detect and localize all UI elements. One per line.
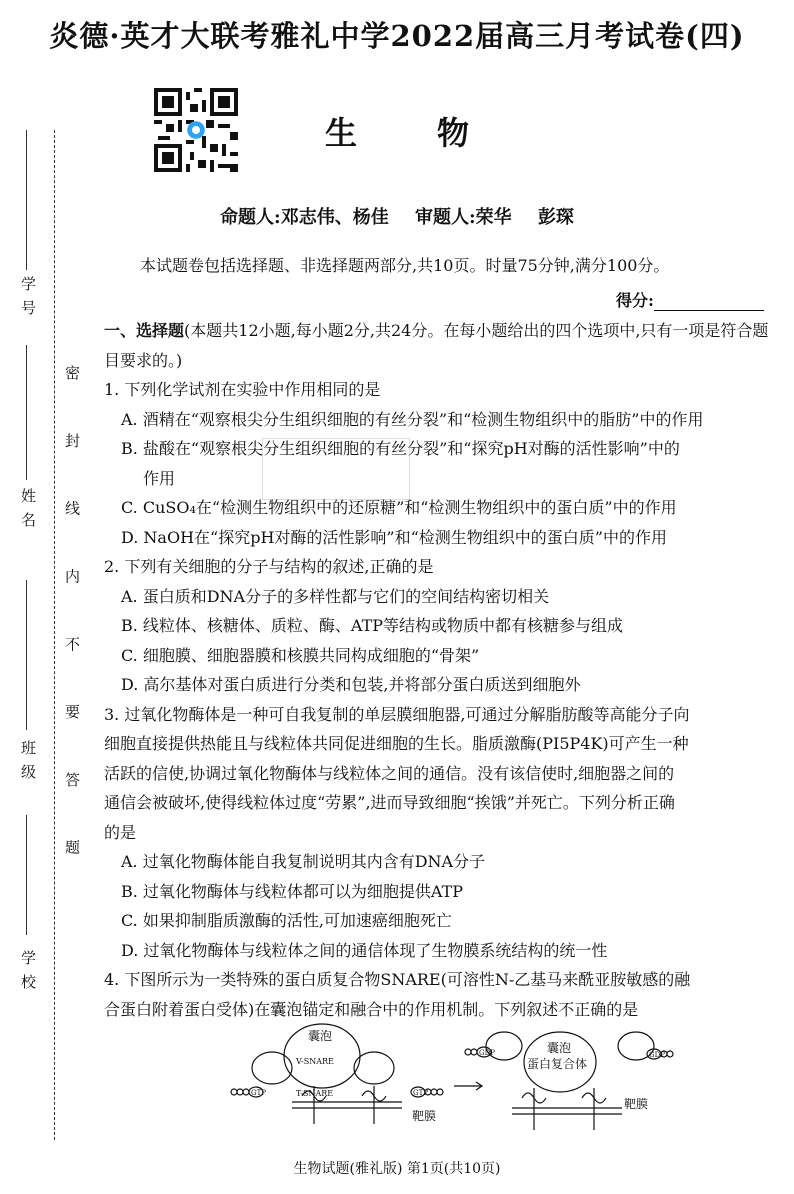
gdp-label-left: GDP — [479, 1049, 495, 1057]
id-label: 学 号 — [19, 276, 37, 317]
question-1-option-c: C. CuSO₄在“检测生物组织中的还原糖”和“检测生物组织中的蛋白质”中的作用 — [121, 498, 677, 517]
t-snare-label: T-SNARE — [296, 1089, 334, 1098]
score-blank[interactable] — [654, 294, 764, 311]
question-2-option-b: B. 线粒体、核糖体、质粒、酶、ATP等结构或物质中都有核糖参与组成 — [121, 616, 624, 635]
question-3-option-d: D. 过氧化物酶体与线粒体之间的通信体现了生物膜系统结构的统一性 — [121, 940, 608, 960]
class-blank — [26, 580, 27, 730]
name-label: 姓 名 — [19, 488, 37, 529]
gdp-label-right: GDP — [649, 1051, 665, 1059]
exam-instructions: 本试题卷包括选择题、非选择题两部分,共10页。时量75分钟,满分100分。 — [140, 256, 670, 275]
binding-dashed-line — [54, 130, 56, 1140]
vesicle-label: 囊泡 — [308, 1029, 333, 1043]
question-1-option-b-cont: 作用 — [143, 468, 176, 488]
complex-label-line-1: 囊泡 — [547, 1041, 572, 1055]
seal-notice: 密 封 线 内 不 要 答 题 — [63, 365, 81, 879]
reviewer-name-2: 彭琛 — [537, 207, 574, 228]
setter-names: 命题人:邓志伟、杨佳 — [220, 207, 389, 228]
question-3-option-b: B. 过氧化物酶体与线粒体都可以为细胞提供ATP — [121, 881, 464, 901]
section-title: 一、选择题 — [104, 321, 185, 340]
question-3-option-c: C. 如果抑制脂质激酶的活性,可加速癌细胞死亡 — [121, 911, 452, 930]
school-blank — [26, 815, 27, 935]
reviewer-name-1: 审题人:荣华 — [415, 207, 512, 228]
question-4-stem-line-2: 合蛋白附着蛋白受体)在囊泡锚定和融合中的作用机制。下列叙述不正确的是 — [104, 999, 639, 1019]
section-heading — [104, 316, 780, 375]
v-snare-label: V-SNARE — [296, 1057, 334, 1066]
question-2-stem: 2. 下列有关细胞的分子与结构的叙述,正确的是 — [104, 557, 434, 576]
right-protein-blob — [354, 1052, 394, 1084]
snare-mechanism-diagram — [222, 1016, 678, 1140]
school-label: 学 校 — [19, 950, 37, 991]
class-label: 班 级 — [19, 740, 37, 781]
question-3-stem-line-1: 3. 过氧化物酶体是一种可自我复制的单层膜细胞器,可通过分解脂肪酸等高能分子向 — [104, 704, 690, 724]
target-membrane-label-2: 靶膜 — [624, 1097, 649, 1111]
question-3-stem-line-4: 通信会被破坏,使得线粒体过度“劳累”,进而导致细胞“挨饿”并死亡。下列分析正确 — [104, 793, 675, 812]
complex-label-line-2: 蛋白复合体 — [527, 1057, 588, 1071]
gtp-label-left: GTP — [251, 1089, 266, 1097]
question-4-stem-line-1: 4. 下图所示为一类特殊的蛋白质复合物SNARE(可溶性N-乙基马来酰亚胺敏感的融 — [104, 970, 691, 989]
score-label: 得分: — [616, 291, 654, 310]
question-1-option-b: B. 盐酸在“观察根尖分生组织细胞的有丝分裂”和“探究pH对酶的活性影响”中的 — [121, 439, 680, 458]
page-footer: 生物试题(雅礼版) 第1页(共10页) — [293, 1161, 501, 1177]
name-blank — [26, 345, 27, 480]
question-2-option-a: A. 蛋白质和DNA分子的多样性都与它们的空间结构密切相关 — [121, 586, 550, 606]
exam-title: 炎德·英才大联考雅礼中学2022届高三月考试卷(四) — [49, 19, 745, 53]
question-1-option-a: A. 酒精在“观察根尖分生组织细胞的有丝分裂”和“检测生物组织中的脂肪”中的作用 — [121, 409, 704, 429]
question-area — [104, 316, 780, 1024]
question-3-stem-line-5: 的是 — [104, 822, 137, 842]
question-1-stem: 1. 下列化学试剂在实验中作用相同的是 — [104, 380, 381, 399]
subject-title: 生物 — [324, 114, 549, 152]
question-3-stem-line-3: 活跃的信使,协调过氧化物酶体与线粒体之间的通信。没有该信使时,细胞器之间的 — [104, 763, 675, 783]
authors-line — [0, 203, 794, 229]
question-2-option-c: C. 细胞膜、细胞器膜和核膜共同构成细胞的“骨架” — [121, 645, 480, 665]
score-field — [616, 288, 764, 311]
gtp-label-right: GTP — [413, 1089, 428, 1097]
question-2-option-d: D. 高尔基体对蛋白质进行分类和包装,并将部分蛋白质送到细胞外 — [121, 675, 581, 694]
question-3-option-a: A. 过氧化物酶体能自我复制说明其内含有DNA分子 — [121, 852, 486, 871]
question-3-stem-line-2: 细胞直接提供热能且与线粒体共同促进细胞的生长。脂质激酶(PI5P4K)可产生一种 — [104, 734, 689, 753]
section-note: (本题共12小题,每小题2分,共24分。在每小题给出的四个选项中,只有一项是符合题目要求的。) — [104, 321, 769, 370]
question-1-option-d: D. NaOH在“探究pH对酶的活性影响”和“检测生物组织中的蛋白质”中的作用 — [121, 527, 667, 547]
target-membrane-label: 靶膜 — [412, 1109, 437, 1123]
